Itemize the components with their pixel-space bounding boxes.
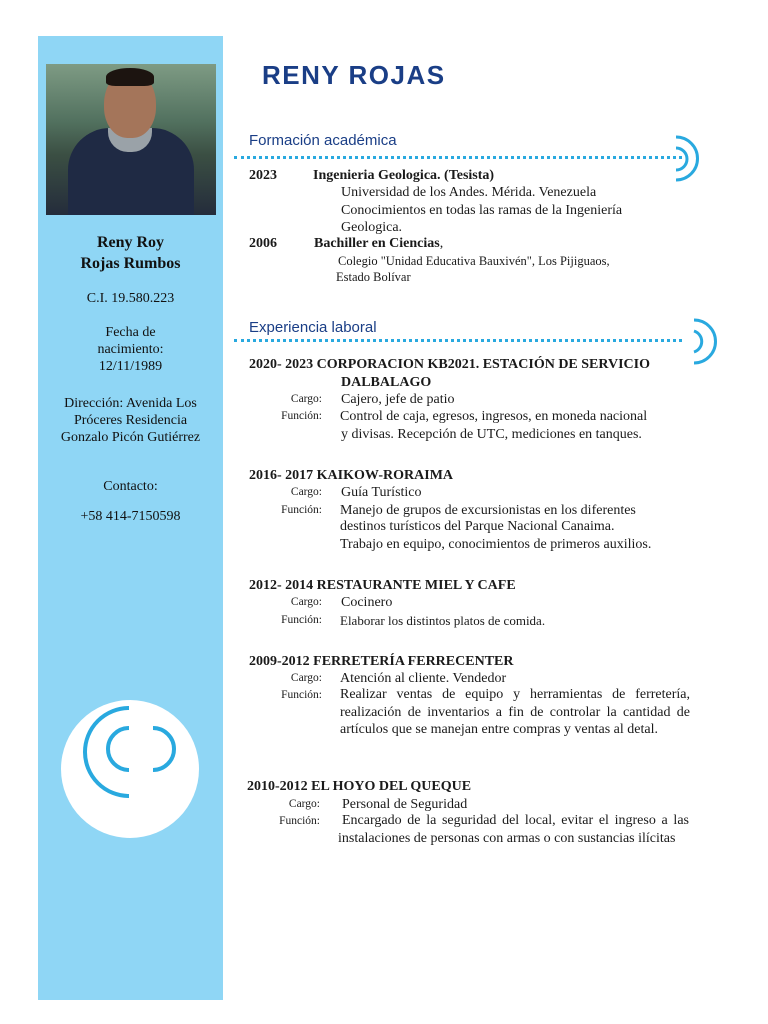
birth-value: 12/11/1989 xyxy=(98,359,163,374)
education-divider xyxy=(234,156,682,159)
cargo-label: Cargo: xyxy=(290,393,322,405)
job-cargo: Cocinero xyxy=(341,595,393,610)
name-line-1: Reny Roy xyxy=(96,234,165,251)
edu-degree-2-text: Bachiller en Ciencias xyxy=(314,236,440,251)
edu-line: Geologica. xyxy=(341,220,403,235)
edu-line: Colegio "Unidad Educativa Bauxivén", Los Pijiguaos, xyxy=(338,254,610,268)
job-heading: 2020- 2023 CORPORACION KB2021. ESTACIÓN DE SERVICIO xyxy=(249,357,651,372)
address-line-3: Gonzalo Picón Gutiérrez xyxy=(60,430,201,445)
funcion-label: Función: xyxy=(281,614,322,626)
edu-year-1: 2023 xyxy=(249,168,277,183)
birth-date xyxy=(38,324,223,375)
cargo-label: Cargo: xyxy=(290,596,322,608)
job-heading: 2010-2012 EL HOYO DEL QUEQUE xyxy=(247,779,472,794)
education-title: Formación académica xyxy=(249,132,397,149)
edu-degree-2 xyxy=(314,235,443,252)
funcion-label: Función: xyxy=(281,410,322,422)
logo-mark-icon xyxy=(61,700,199,838)
job-cargo: Cajero, jefe de patio xyxy=(341,392,455,407)
job-funcion-paragraph: Encargado de la seguridad del local, evitar el ingreso a las instalaciones de personas con armas o con sustancias ilícitas xyxy=(338,813,689,846)
id-number: C.I. 19.580.223 xyxy=(86,291,175,306)
job-funcion-line: Elaborar los distintos platos de comida. xyxy=(340,613,546,628)
job-funcion-line: Trabajo en equipo, conocimientos de primeros auxilios. xyxy=(340,537,652,552)
edu-degree-2-suffix: , xyxy=(439,236,444,251)
job-funcion-line: y divisas. Recepción de UTC, mediciones en tanques. xyxy=(341,427,642,442)
profile-photo xyxy=(46,64,216,215)
experience-title: Experiencia laboral xyxy=(249,319,377,336)
job-heading-cont: DALBALAGO xyxy=(341,375,432,390)
funcion-label: Función: xyxy=(279,815,320,827)
job-funcion-line: Control de caja, egresos, ingresos, en moneda nacional xyxy=(340,409,648,424)
funcion-label: Función: xyxy=(281,689,322,701)
birth-label-1: Fecha de xyxy=(105,325,156,340)
page-title: RENY ROJAS xyxy=(262,60,446,90)
phone-number[interactable]: +58 414-7150598 xyxy=(80,509,181,524)
edu-line: Estado Bolívar xyxy=(336,270,411,284)
edu-line: Universidad de los Andes. Mérida. Venezuela xyxy=(341,185,597,200)
edu-line: Conocimientos en todas las ramas de la Ingeniería xyxy=(341,203,623,218)
cargo-label: Cargo: xyxy=(290,672,322,684)
edu-degree-1: Ingenieria Geologica. (Tesista) xyxy=(313,168,495,183)
contact-label: Contacto: xyxy=(103,479,158,494)
address xyxy=(38,395,223,446)
birth-label-2: nacimiento: xyxy=(97,342,164,357)
funcion-label: Función: xyxy=(281,504,322,516)
full-name xyxy=(38,232,223,274)
arc-decoration-icon xyxy=(686,318,722,366)
job-funcion-line: destinos turísticos del Parque Nacional Canaima. xyxy=(340,519,615,534)
logo-mark xyxy=(61,700,199,838)
edu-year-2: 2006 xyxy=(249,236,277,251)
experience-divider xyxy=(234,339,682,342)
job-cargo: Atención al cliente. Vendedor xyxy=(340,671,507,686)
job-heading: 2012- 2014 RESTAURANTE MIEL Y CAFE xyxy=(249,578,516,593)
job-cargo: Personal de Seguridad xyxy=(342,797,468,812)
cargo-label: Cargo: xyxy=(290,486,322,498)
job-funcion-paragraph: Realizar ventas de equipo y herramientas de ferretería, realización de inventarios a fin de controlar la cantidad de artículos que se manejan entre compras y ventas al detal. xyxy=(340,687,690,737)
address-line-1: Dirección: Avenida Los xyxy=(64,396,197,411)
job-heading: 2016- 2017 KAIKOW-RORAIMA xyxy=(249,468,454,483)
address-line-2: Próceres Residencia xyxy=(73,413,188,428)
job-funcion-line: Manejo de grupos de excursionistas en los diferentes xyxy=(340,503,636,518)
job-heading: 2009-2012 FERRETERÍA FERRECENTER xyxy=(249,654,514,669)
arc-decoration-icon xyxy=(668,134,704,184)
name-line-2: Rojas Rumbos xyxy=(80,255,181,272)
cargo-label: Cargo: xyxy=(288,798,320,810)
job-cargo: Guía Turístico xyxy=(341,485,422,500)
